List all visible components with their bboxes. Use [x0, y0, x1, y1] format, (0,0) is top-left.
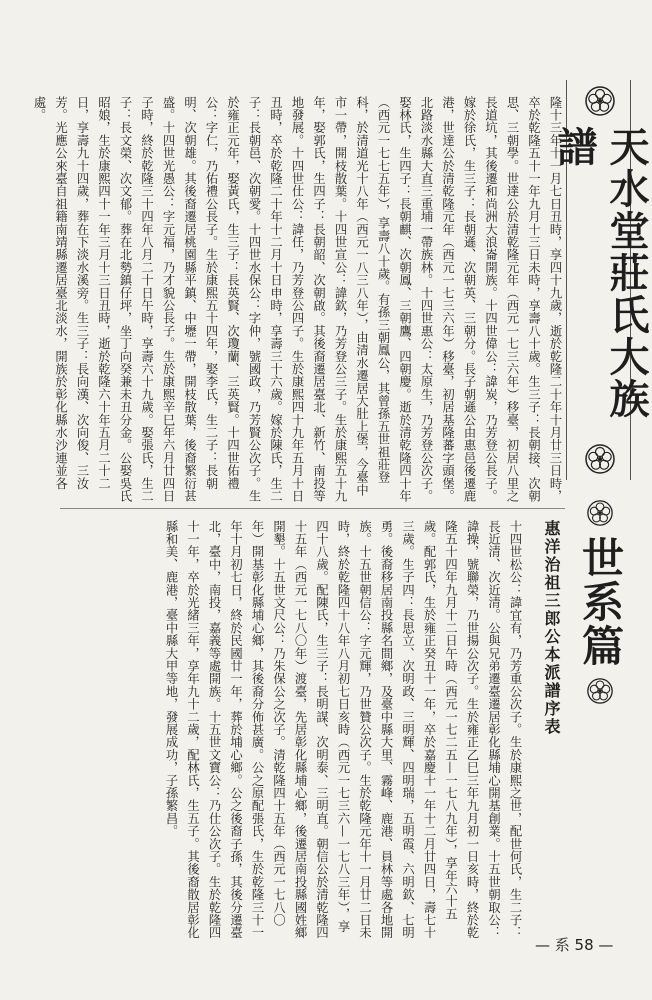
- page-number: — 系 58 —: [535, 936, 614, 954]
- plum-flower-icon: [587, 500, 613, 526]
- plum-flower-icon: [585, 444, 615, 474]
- lineage-subtitle: 惠洋治祖三郎公本派譜序表: [542, 520, 561, 736]
- genealogy-text-lower: 十四世松公：諱宜有，乃芳重公次子。生於康熙之世，配世何氏，生二子：長近清、次近清。公與兄弟遷臺遷居彰化縣埔心開基創業。十五世朝取公：諱操，號聯榮，乃世揚公次子。生於雍正乙巳三年九月初一日亥時，終於乾隆五十四年九月十二日午時（西元一七二五—一七八九年），享年六十五歲。配郭氏，生於雍正癸丑十一年，卒於嘉慶十一年十二月廿四日，壽七十三歲。生子四：長思立、次明政、三明輝、四明瑞，五明霞、六明欽、七明勇。後裔移居南投縣名間鄉，及臺中縣大里、霧峰、鹿港、員林等處各地開族。十五世朝信公：字元輝，乃世贊公次子。生於乾隆元年十一月廿二日未時，終於乾隆四十八年八月初七日亥時（西元一七三六—一七八三年），享四十八歲。配陳氏，生三子：長明謀、次明泰、三明直。朝信公於清乾隆四十五年（西元一七八〇年）渡臺，先居彰化縣埔心鄉，後遷居南投縣國姓鄉開墾。十五世文尺公：乃朱保公之次子。清乾隆四十五年（西元一七八〇年）開基彰化縣埔心鄉，其後裔分佈甚廣。公之原配張氏，生於乾隆三十一年十月初七日，終於民國廿一年，葬於埔心鄉。公之後裔子孫，其後分遷臺北，臺中，南投，嘉義等處開族。十五世文寶公：乃仕公次子。生於乾隆四十一年，卒於光緒三年，享年九十二歲，配林氏，生五子。其後裔散居彰化縣和美、鹿港，臺中縣大甲等地，發展成功，子孫繁昌。: [164, 520, 522, 940]
- plum-flower-icon: [587, 678, 613, 704]
- title-panel: [551, 80, 650, 480]
- genealogy-text-upper: 隆十三年十一月七日丑時，享四十九歲，逝於乾隆二十年十月廿三日時，卒於乾隆五十一年九月十三日未時，享壽八十歲。生三子：長朝接、次朝思、三朝學。世達公於清乾隆元年（西元一七三六年）移臺，初居八里之長道坑，其後遷和尚洲大浪崙開族。十四世偉公：諱炭，乃芳登公長子。嫁於徐氏，生三子：長朝遜、次朝英、三朝分。長子朝遜公由惠邑後遷鹿港，世達公於清乾隆元年（西元一七三六年）移臺，初居基隆蕃字頭堡。北路淡水縣大直三重埔一帶族林。十四世惠公：太原生，乃芳登公次子。娶林氏，生四子：長朝麒、次朝鳳、三朝鷹、四朝慶。逝於清乾隆四十年（西元一七七五年），享壽八十歲。有孫三朝鳳公，其曾孫五世祖莊登科，於清道光十八年（西元一八三八年），由清水遷居大肚上堡，今臺中市一帶，開枝散葉。十四世宣公：諱欽，乃芳登公三子。生於康熙五十九年，娶郭氏，生四子：長朝韶、次朝啟。其後裔遷居臺北、新竹、南投等地發展。十四世仕公：諱任，乃芳登公四子。生於康熙四十九年五月十日丑時，卒於乾隆二十年十二月十日申時，享壽三十六歲。嫁於陳氏，生二子：長朝邑、次朝愛。十四世水保公：字仲，號國政，乃芳賢公次子。生於雍正元年，娶黃氏，生三子：長英賢、次瓊蘭、三英賢。十四世佑禮公：字仁，乃佑禮公長子。生於康熙五十四年，娶李氏，生二子：長朝明、次朝雄。其後裔遷居桃園縣平鎮、中壢一帶，開枝散葉，後裔繁衍甚盛。十四世光愚公：字元福，乃才貌公長子。生於康熙辛巳年六月廿四日子時，終於乾隆三十四年八月二十日午時，享壽六十九歲。娶張氏，生二子：長文榮、次文郁。葬在北勢鎮仔坪，坐丁向癸兼未丑分金。公娶吳氏昭娘，生於康熙四十一年三月十三日丑時，逝於乾隆六十年五月二十二日，享壽九十四歲，葬在下淡水溪旁。生三子：長向漢、次向俊、三汝芳。光應公來臺自祖籍南靖縣遷居臺北淡水，開族於彰化縣水沙連並各處。: [32, 96, 562, 503]
- section-panel: [574, 490, 626, 740]
- plum-flower-icon: [585, 86, 615, 116]
- section-title: 世系篇: [576, 536, 625, 668]
- page-title: 天水堂莊氏大族譜: [551, 126, 650, 420]
- section-divider: [60, 508, 565, 509]
